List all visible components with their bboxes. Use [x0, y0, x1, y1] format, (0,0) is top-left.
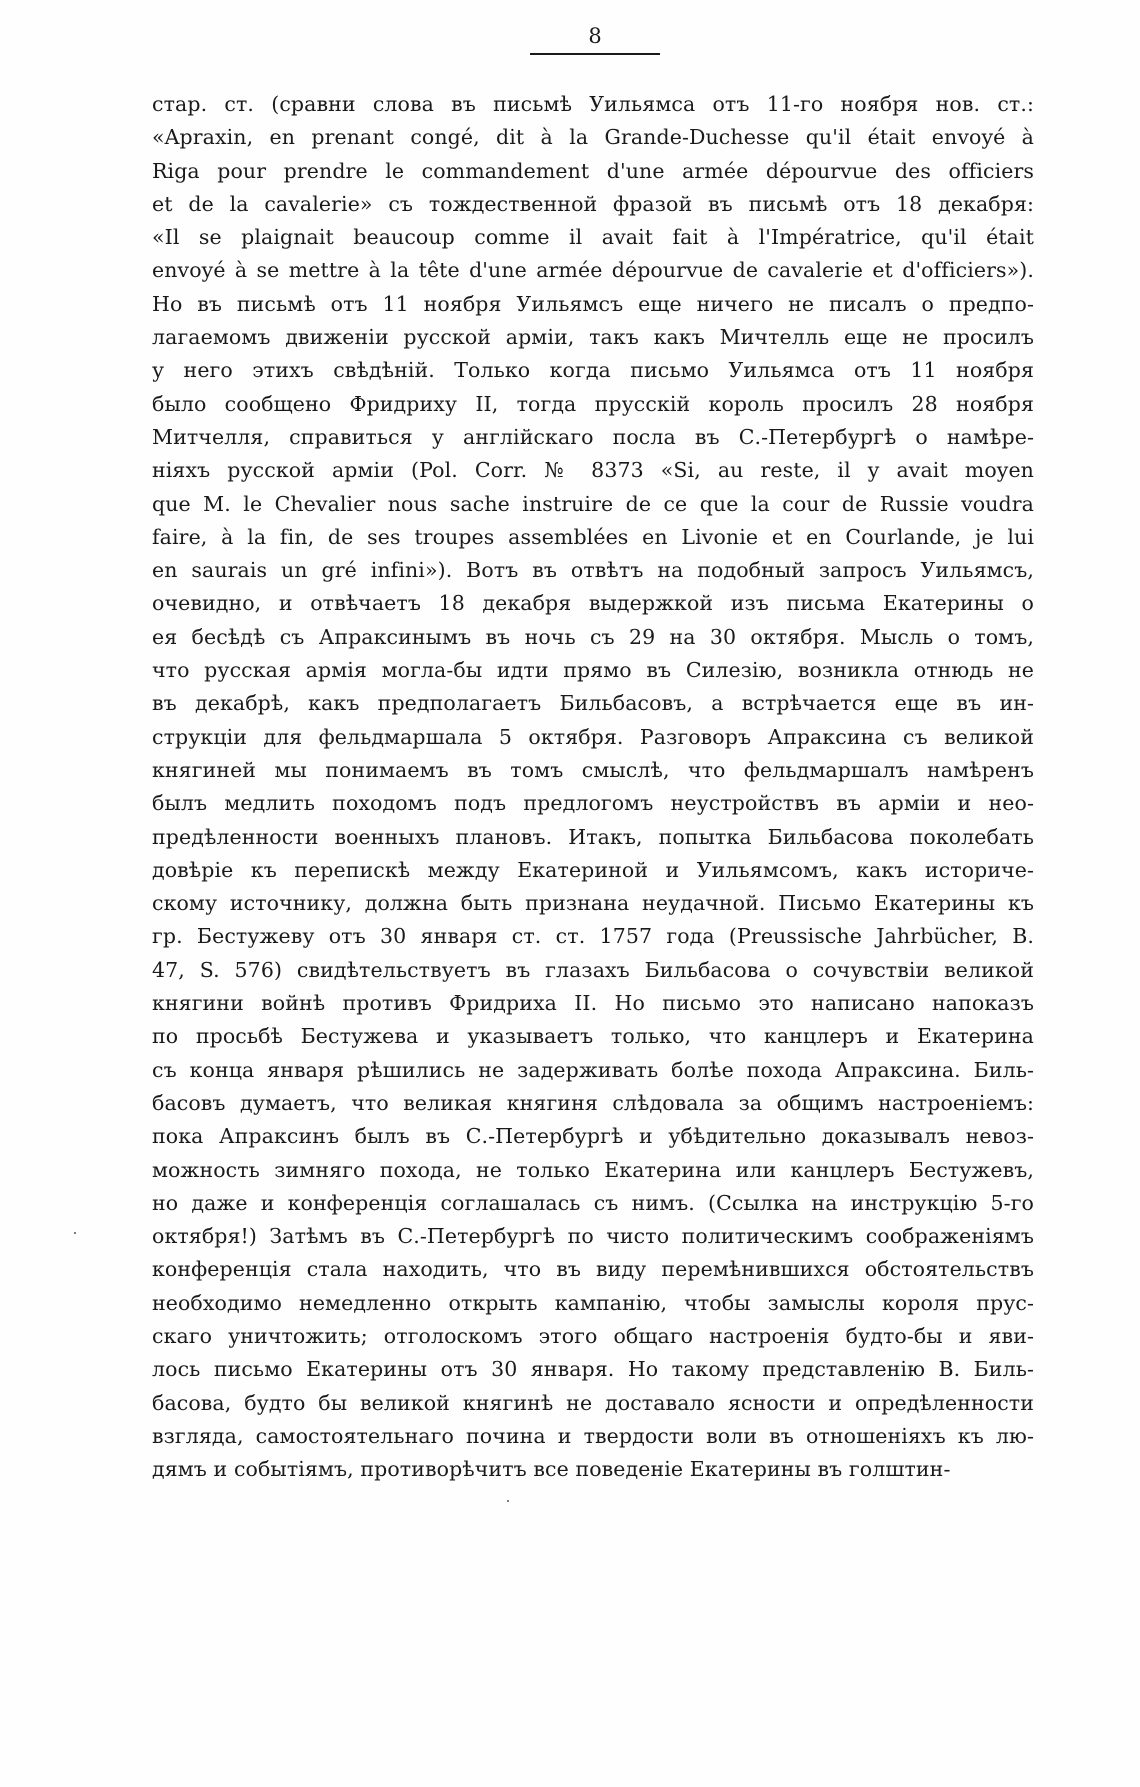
text-line: конференція стала находить, что въ виду перемѣнившихся обстоятельствъ	[152, 1257, 1034, 1282]
text-body	[152, 88, 1034, 1486]
page-number: 8	[588, 24, 602, 48]
text-line: Но въ письмѣ отъ 11 ноября Уильямсъ еще ничего не писалъ о предпо-	[152, 291, 1034, 316]
text-line: Riga pour prendre le commandement d'une armée dépourvue des officiers	[152, 158, 1034, 183]
text-line: «Il se plaignait beaucoup comme il avait fait à l'Impératrice, qu'il était	[152, 225, 1034, 250]
text-line: Митчелля, справиться у англійскаго посла въ С.-Петербургѣ о намѣре-	[152, 424, 1034, 449]
text-line: въ декабрѣ, какъ предполагаетъ Бильбасовъ, а встрѣчается еще въ ин-	[152, 691, 1034, 716]
text-line: струкціи для фельдмаршала 5 октября. Разговоръ Апраксина съ великой	[152, 724, 1034, 749]
text-line: княгини войнѣ противъ Фридриха II. Но письмо это написано напоказъ	[152, 991, 1034, 1016]
text-line: взгляда, самостоятельнаго почина и твердости воли въ отношеніяхъ къ лю-	[152, 1423, 1034, 1448]
text-line: ея бесѣдѣ съ Апраксинымъ въ ночь съ 29 на 30 октября. Мысль о томъ,	[152, 624, 1034, 649]
scan-speck	[74, 1232, 76, 1234]
text-line: съ конца января рѣшились не задерживать болѣе похода Апраксина. Биль-	[152, 1057, 1034, 1082]
text-line: скому источнику, должна быть признана неудачной. Письмо Екатерины къ	[152, 891, 1034, 916]
text-line: басовъ думаетъ, что великая княгиня слѣдовала за общимъ настроеніемъ:	[152, 1090, 1034, 1115]
text-line: envoyé à se mettre à la tête d'une armée dépourvue de cavalerie et d'officiers»).	[152, 258, 1034, 283]
text-line: необходимо немедленно открыть кампанію, чтобы замыслы короля прус-	[152, 1290, 1034, 1315]
text-line: ніяхъ русской арміи (Pol. Corr. № 8373 «Si, au reste, il y avait moyen	[152, 458, 1034, 483]
text-line: дямъ и событіямъ, противорѣчитъ все поведеніе Екатерины въ голштин-	[152, 1457, 951, 1482]
text-line: 47, S. 576) свидѣтельствуетъ въ глазахъ Бильбасова о сочувствіи великой	[152, 957, 1034, 982]
text-line: скаго уничтожить; отголоскомъ этого общаго настроенія будто-бы и яви-	[152, 1323, 1034, 1348]
text-line: можность зимняго похода, не только Екатерина или канцлеръ Бестужевъ,	[152, 1157, 1034, 1182]
text-line: басова, будто бы великой княгинѣ не доставало ясности и опредѣленности	[152, 1390, 1034, 1415]
text-line: лагаемомъ движеніи русской арміи, такъ какъ Мичтелль еще не просилъ	[152, 325, 1034, 350]
text-line: октября!) Затѣмъ въ С.-Петербургѣ по чисто политическимъ соображеніямъ	[152, 1224, 1034, 1249]
text-line: пока Апраксинъ былъ въ С.-Петербургѣ и убѣдительно доказывалъ невоз-	[152, 1124, 1034, 1149]
text-line: княгиней мы понимаемъ въ томъ смыслѣ, что фельдмаршалъ намѣренъ	[152, 757, 1034, 782]
text-line: en saurais un gré infini»). Вотъ въ отвѣтъ на подобный запросъ Уильямсъ,	[152, 558, 1034, 583]
text-line: но даже и конференція соглашалась съ нимъ. (Ссылка на инструкцію 5-го	[152, 1190, 1034, 1215]
text-line: былъ медлить походомъ подъ предлогомъ неустройствъ въ арміи и нео-	[152, 791, 1034, 816]
text-line: que M. le Chevalier nous sache instruire de ce que la cour de Russie voudra	[152, 491, 1034, 516]
header-rule	[530, 53, 660, 55]
text-line: у него этихъ свѣдѣній. Только когда письмо Уильямса отъ 11 ноября	[152, 358, 1034, 383]
text-line: гр. Бестужеву отъ 30 января ст. ст. 1757 года (Preussische Jahrbücher, B.	[152, 924, 1034, 949]
text-line: что русская армія могла-бы идти прямо въ Силезію, возникла отнюдь не	[152, 658, 1034, 683]
text-line: было сообщено Фридриху II, тогда прусскій король просилъ 28 ноября	[152, 391, 1034, 416]
text-line: faire, à la fin, de ses troupes assemblées en Livonie et en Courlande, je lui	[152, 524, 1034, 549]
scan-speck	[507, 1500, 509, 1502]
text-line: довѣріе къ перепискѣ между Екатериной и Уильямсомъ, какъ историче-	[152, 857, 1034, 882]
text-line: «Apraxin, en prenant congé, dit à la Grande-Duchesse qu'il était envoyé à	[152, 125, 1034, 150]
text-line: et de la cavalerie» съ тождественной фразой въ письмѣ отъ 18 декабря:	[152, 191, 1034, 216]
text-line: стар. ст. (сравни слова въ письмѣ Уильямса отъ 11-го ноября нов. ст.:	[152, 92, 1034, 116]
text-line: очевидно, и отвѣчаетъ 18 декабря выдержкой изъ письма Екатерины о	[152, 591, 1034, 616]
text-line: предѣленности военныхъ плановъ. Итакъ, попытка Бильбасова поколебать	[152, 824, 1034, 849]
text-line: по просьбѣ Бестужева и указываетъ только, что канцлеръ и Екатерина	[152, 1024, 1034, 1049]
text-line: лось письмо Екатерины отъ 30 января. Но такому представленію В. Биль-	[152, 1357, 1034, 1382]
